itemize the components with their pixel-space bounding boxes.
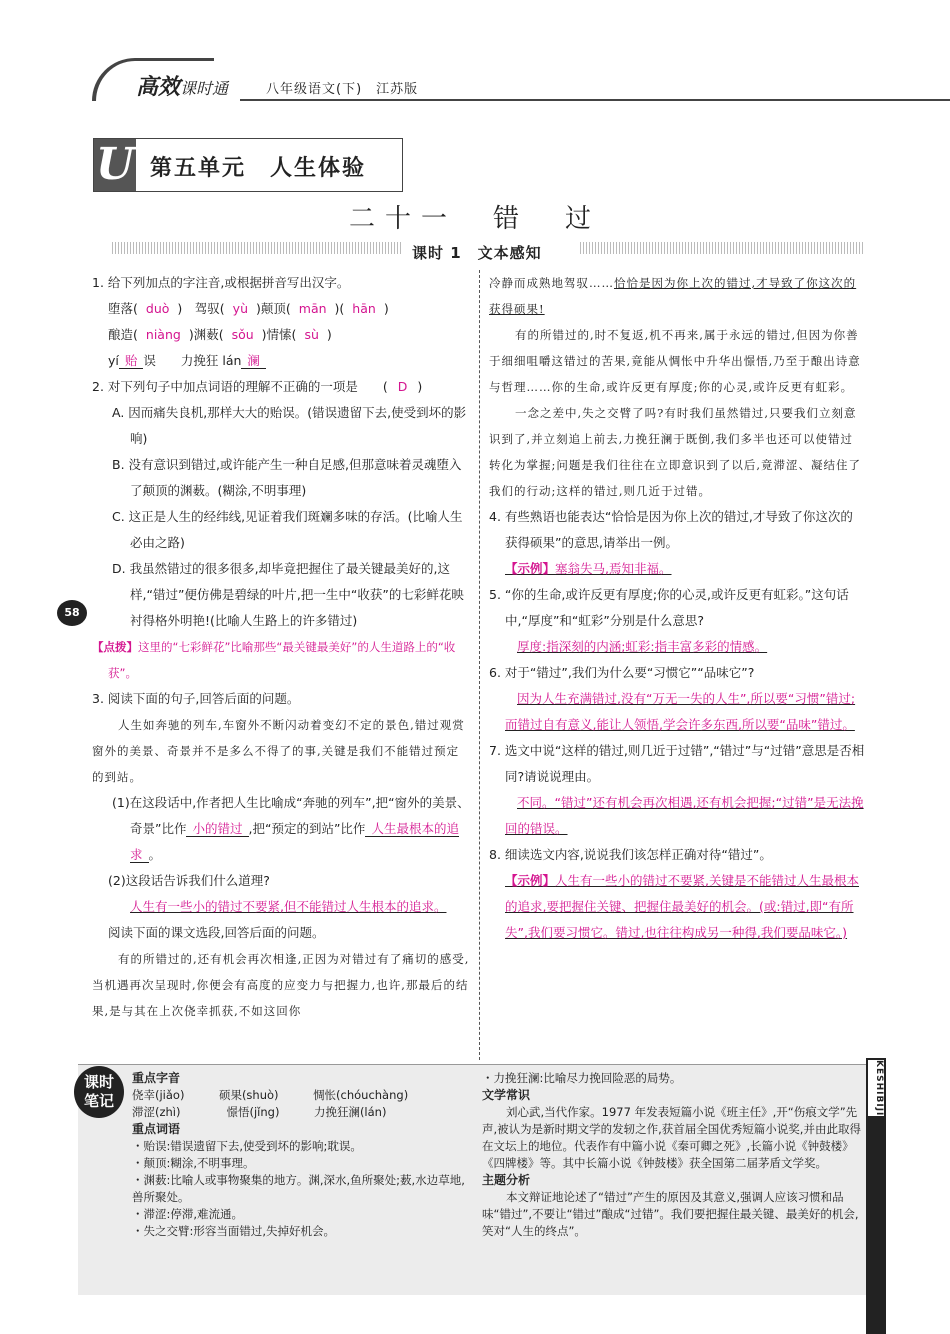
q1-row3: yí 贻 误 力挽狂 lán 澜 bbox=[92, 348, 470, 374]
column-divider bbox=[479, 270, 480, 1060]
word-item: ・力挽狂澜:比喻尽力挽回险恶的局势。 bbox=[482, 1071, 682, 1085]
reading-instruction: 阅读下面的课文选段,回答后面的问题。 bbox=[108, 925, 325, 940]
notes-badge: 课时 笔记 bbox=[74, 1066, 124, 1118]
answer: 贻 bbox=[119, 353, 144, 369]
brand-small: 课时通 bbox=[180, 79, 229, 98]
hatch-left bbox=[112, 242, 402, 254]
q6-stem: 6. 对于“错过”,我们为什么要“习惯它”“品味它”? bbox=[489, 665, 755, 680]
answer: 人生最根本的追求 bbox=[130, 821, 459, 862]
notes-heading-pronunciation: 重点字音 bbox=[132, 1071, 181, 1085]
theme-text: 本文辩证地论述了“错过”产生的原因及其意义,强调人应该习惯和品味“错过”,不要让“错过”酿成“过错”。我们要把握住最关键、最美好的机会,笑对“人生的终点”。 bbox=[482, 1190, 859, 1238]
q2-option-a: A. 因而痛失良机,那样大大的贻误。(错误遗留下去,使受到坏的影响) bbox=[112, 405, 467, 446]
answer: hān bbox=[352, 301, 376, 316]
word-item: ・颠顶:糊涂,不明事理。 bbox=[132, 1156, 255, 1170]
q7-stem: 7. 选文中说“这样的错过,则几近于过错”,“错过”与“过错”意思是否相同?请说说理由。 bbox=[489, 743, 865, 784]
side-tab-label: KESHIBIJI bbox=[868, 1060, 884, 1116]
hatch-right bbox=[580, 242, 865, 254]
q2-stem: 2. 对下列句子中加点词语的理解不正确的一项是 ( D ) bbox=[92, 379, 423, 394]
notes-heading-literature: 文学常识 bbox=[482, 1088, 531, 1102]
right-column bbox=[489, 270, 865, 946]
header-rule bbox=[240, 99, 950, 101]
notes-right bbox=[482, 1070, 862, 1240]
q3-sub2: (2)这段话告诉我们什么道理? bbox=[108, 873, 270, 888]
notes-heading-words: 重点词语 bbox=[132, 1122, 181, 1136]
q1-row2: 酿造( niàng )渊薮( sǒu )情愫( sù ) bbox=[108, 327, 332, 342]
brand-title bbox=[136, 70, 228, 101]
subject-label: 八年级语文(下) 江苏版 bbox=[266, 82, 419, 97]
notes-left bbox=[132, 1070, 472, 1240]
q2-tip: 【点拨】这里的“七彩鲜花”比喻那些“最关键最美好”的人生道路上的“收获”。 bbox=[92, 640, 456, 680]
q8-stem: 8. 细读选文内容,说说我们该怎样正确对待“错过”。 bbox=[489, 847, 772, 862]
answer: mān bbox=[298, 301, 327, 316]
word-item: ・渊薮:比喻人或事物聚集的地方。渊,深水,鱼所聚处;薮,水边草地,兽所聚处。 bbox=[132, 1173, 465, 1204]
q2-option-d: D. 我虽然错过的很多很多,却毕竟把握住了最关键最美好的,这样,“错过”便仿佛是碧绿的叶片,把一生中“收获”的七彩鲜花映衬得格外明艳!(比喻人生路上的许多错过) bbox=[112, 561, 464, 628]
literature-text: 刘心武,当代作家。1977 年发表短篇小说《班主任》,开“伤痕文学”先声,被认为是新时期文学的发轫之作,获首届全国优秀短篇小说奖,并由此取得在文坛上的地位。代表作有中篇小说《秦可卿之死》,长篇小说《钟鼓楼》《四牌楼》等。其中长篇小说《钟鼓楼》获全国第二届茅盾文学奖。 bbox=[482, 1105, 861, 1170]
lesson-title: 二十一 错 过 bbox=[348, 204, 601, 234]
q5-answer: 厚度:指深刻的内涵;虹彩:指丰富多彩的情感。 bbox=[517, 639, 768, 654]
q3-sub1: (1)在这段话中,作者把人生比喻成“奔驰的列车”,把“窗外的美景、奇景”比作 小的错过 ,把“预定的到站”比作 人生最根本的追求 。 bbox=[112, 795, 470, 862]
word-item: ・贻误:错误遗留下去,使受到坏的影响;耽误。 bbox=[132, 1139, 362, 1153]
left-column bbox=[92, 270, 470, 1024]
passage-part2: 冷静而成熟地驾驭……恰恰是因为你上次的错过,才导致了你这次的获得硕果! bbox=[489, 276, 857, 316]
q6-answer: 因为人生充满错过,没有“万无一失的人生”,所以要“习惯”错过;而错过自有意义,能让人领悟,学会许多东西,所以要“品味”错过。 bbox=[505, 691, 856, 732]
pron-line: 滞涩(zhì) 憬悟(jǐng) 力挽狂澜(lán) bbox=[132, 1105, 387, 1119]
q2-option-b: B. 没有意识到错过,或许能产生一种自足感,但那意味着灵魂堕入了颠顶的渊薮。(糊涂,不明事理) bbox=[112, 457, 462, 498]
passage-part4: 一念之差中,失之交臂了吗?有时我们虽然错过,只要我们立刻意识到了,并立刻追上前去,力挽狂澜于既倒,我们多半也还可以使错过转化为掌握;问题是我们往往在立即意识到了以后,竟滞涩、凝结住了我们的行动;这样的错过,则几近于过错。 bbox=[489, 406, 862, 498]
brand-main: 高效 bbox=[136, 74, 181, 100]
passage-part3: 有的所错过的,时不复返,机不再来,属于永远的错过,但因为你善于细细咀嚼这错过的苦果,竟能从惆怅中升华出憬悟,乃至于酿出诗意与哲理……你的生命,或许反更有厚度;你的心灵,或许反更有虹彩。 bbox=[489, 328, 861, 394]
q4-stem: 4. 有些熟语也能表达“恰恰是因为你上次的错过,才导致了你这次的获得硕果”的意思,请举出一例。 bbox=[489, 509, 853, 550]
answer: sù bbox=[304, 327, 319, 342]
word-item: ・失之交臂:形容当面错过,失掉好机会。 bbox=[132, 1224, 336, 1238]
q7-answer: 不同。“错过”还有机会再次相遇,还有机会把握;“过错”是无法挽回的错误。 bbox=[505, 795, 864, 836]
answer: 小的错过 bbox=[186, 821, 248, 837]
q2-option-c: C. 这正是人生的经纬线,见证着我们斑斓多味的存活。(比喻人生必由之路) bbox=[112, 509, 463, 550]
section-title: 课时 1 文本感知 bbox=[412, 244, 542, 262]
answer: D bbox=[397, 379, 408, 394]
q1-stem: 1. 给下列加点的字注音,或根据拼音写出汉字。 bbox=[92, 275, 350, 290]
word-item: ・滞涩:停滞,难流通。 bbox=[132, 1207, 244, 1221]
notes-heading-theme: 主题分析 bbox=[482, 1173, 531, 1187]
pron-line: 侥幸(jiǎo) 硕果(shuò) 惆怅(chóuchàng) bbox=[132, 1088, 409, 1102]
page-number: 58 bbox=[57, 600, 87, 626]
answer: sǒu bbox=[231, 327, 254, 342]
answer: niàng bbox=[145, 327, 181, 342]
answer: duò bbox=[145, 301, 170, 316]
unit-title: 第五单元 人生体验 bbox=[150, 155, 367, 181]
q3-sub2-answer: 人生有一些小的错过不要紧,但不能错过人生根本的追求。 bbox=[130, 899, 447, 914]
q5-stem: 5. “你的生命,或许反更有厚度;你的心灵,或许反更有虹彩。”这句话中,“厚度”和“虹彩”分别是什么意思? bbox=[489, 587, 849, 628]
unit-banner bbox=[93, 138, 403, 192]
passage-part1: 有的所错过的,还有机会再次相逢,正因为对错过有了痛切的感受,当机遇再次呈现时,你便会有高度的应变力与把握力,也许,那最后的结果,是与其在上次侥幸抓获,不如这回你 bbox=[92, 952, 470, 1018]
q8-answer: 【示例】人生有一些小的错过不要紧,关键是不能错过人生最根本的追求,要把握住关键、把握住最美好的机会。(或:错过,即“有所失”,我们要习惯它。错过,也往往构成另一种得,我们要品味它。) bbox=[505, 873, 859, 940]
unit-letter-icon: U bbox=[95, 139, 135, 190]
q3-passage: 人生如奔驰的列车,车窗外不断闪动着变幻不定的景色,错过观赏窗外的美景、奇景并不是多么不得了的事,关键是我们不能错过预定的到站。 bbox=[92, 718, 465, 784]
q3-stem: 3. 阅读下面的句子,回答后面的问题。 bbox=[92, 691, 300, 706]
answer: 澜 bbox=[241, 353, 266, 369]
q4-answer: 【示例】塞翁失马,焉知非福。 bbox=[505, 561, 672, 576]
answer: yù bbox=[232, 301, 248, 316]
q1-row1: 堕落( duò ) 驾驭( yù )颠顶( mān )( hān ) bbox=[108, 301, 389, 316]
